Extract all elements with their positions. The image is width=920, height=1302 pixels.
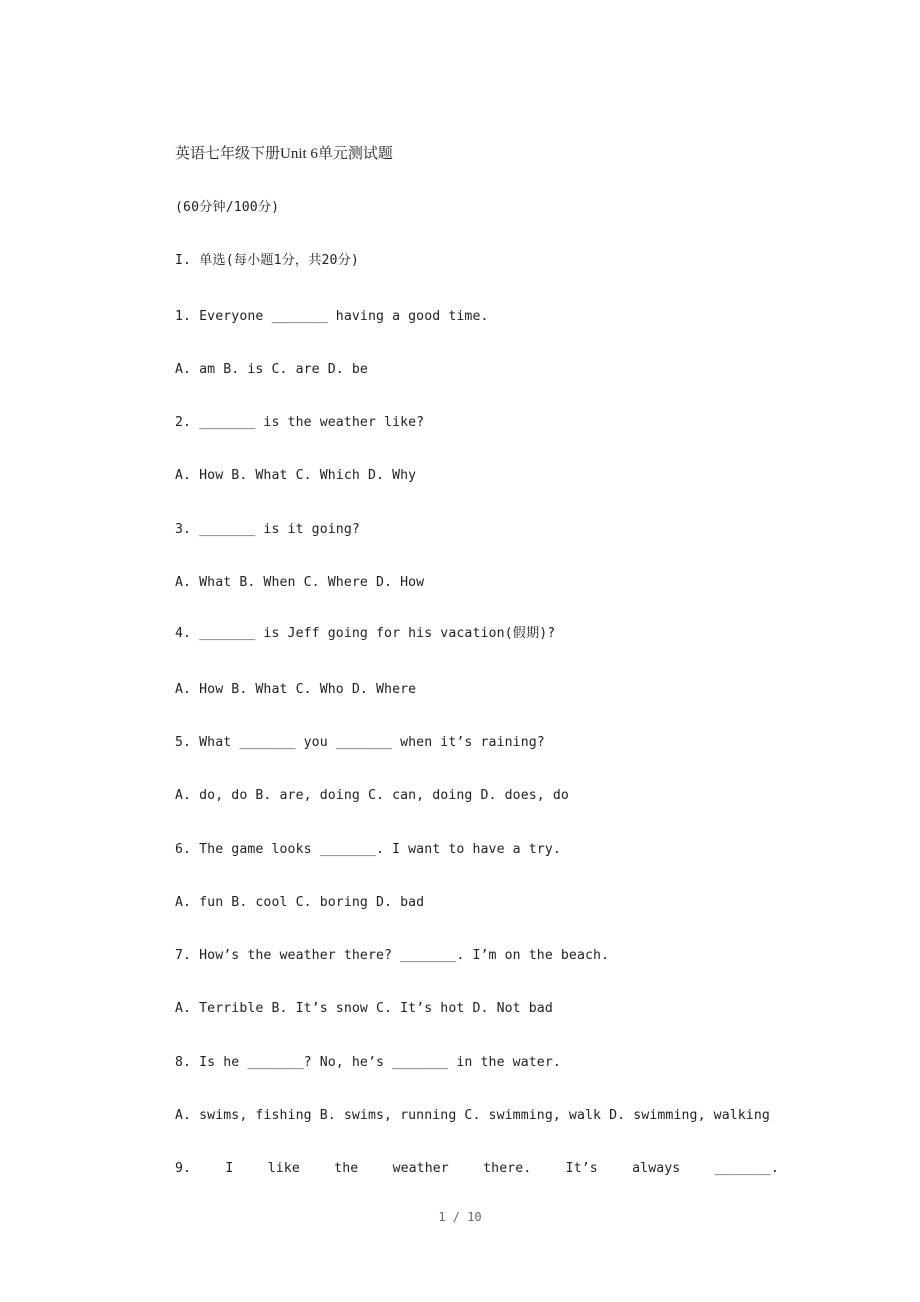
q9-word: always	[632, 1161, 681, 1176]
q9-word: I	[225, 1161, 234, 1176]
q9-word: the	[334, 1161, 359, 1176]
q9-word: It’s	[565, 1161, 598, 1176]
question-3: 3. _______ is it going?	[175, 522, 360, 537]
question-6: 6. The game looks _______. I want to have a try.	[175, 842, 561, 857]
page-number: 1 / 10	[438, 1210, 482, 1224]
question-8-options: A. swims, fishing B. swims, running C. swimming, walk D. swimming, walking	[175, 1108, 770, 1123]
q9-word: there.	[483, 1161, 532, 1176]
section-heading: I. 单选(每小题1分，共20分)	[175, 253, 359, 268]
question-5: 5. What _______ you _______ when it’s raining?	[175, 735, 545, 750]
question-5-options: A. do, do B. are, doing C. can, doing D. does, do	[175, 788, 569, 803]
document-title: 英语七年级下册Unit 6单元测试题	[175, 146, 393, 162]
question-2: 2. _______ is the weather like?	[175, 415, 425, 430]
q9-word: like	[267, 1161, 300, 1176]
question-8: 8. Is he _______? No, he’s _______ in the water.	[175, 1055, 561, 1070]
question-3-options: A. What B. When C. Where D. How	[175, 575, 425, 590]
question-1-options: A. am B. is C. are D. be	[175, 362, 368, 377]
question-1: 1. Everyone _______ having a good time.	[175, 309, 489, 324]
question-6-options: A. fun B. cool C. boring D. bad	[175, 895, 425, 910]
q9-word: weather	[392, 1161, 449, 1176]
question-7: 7. How’s the weather there? _______. I’m on the beach.	[175, 948, 610, 963]
question-2-options: A. How B. What C. Which D. Why	[175, 468, 417, 483]
question-4: 4. _______ is Jeff going for his vacation(假期)?	[175, 626, 556, 641]
q9-word: 9.	[175, 1161, 192, 1176]
test-duration: (60分钟/100分)	[175, 200, 280, 215]
question-9	[175, 1160, 779, 1178]
question-4-options: A. How B. What C. Who D. Where	[175, 682, 417, 697]
question-7-options: A. Terrible B. It’s snow C. It’s hot D. Not bad	[175, 1001, 553, 1016]
q9-word: _______.	[714, 1161, 779, 1176]
